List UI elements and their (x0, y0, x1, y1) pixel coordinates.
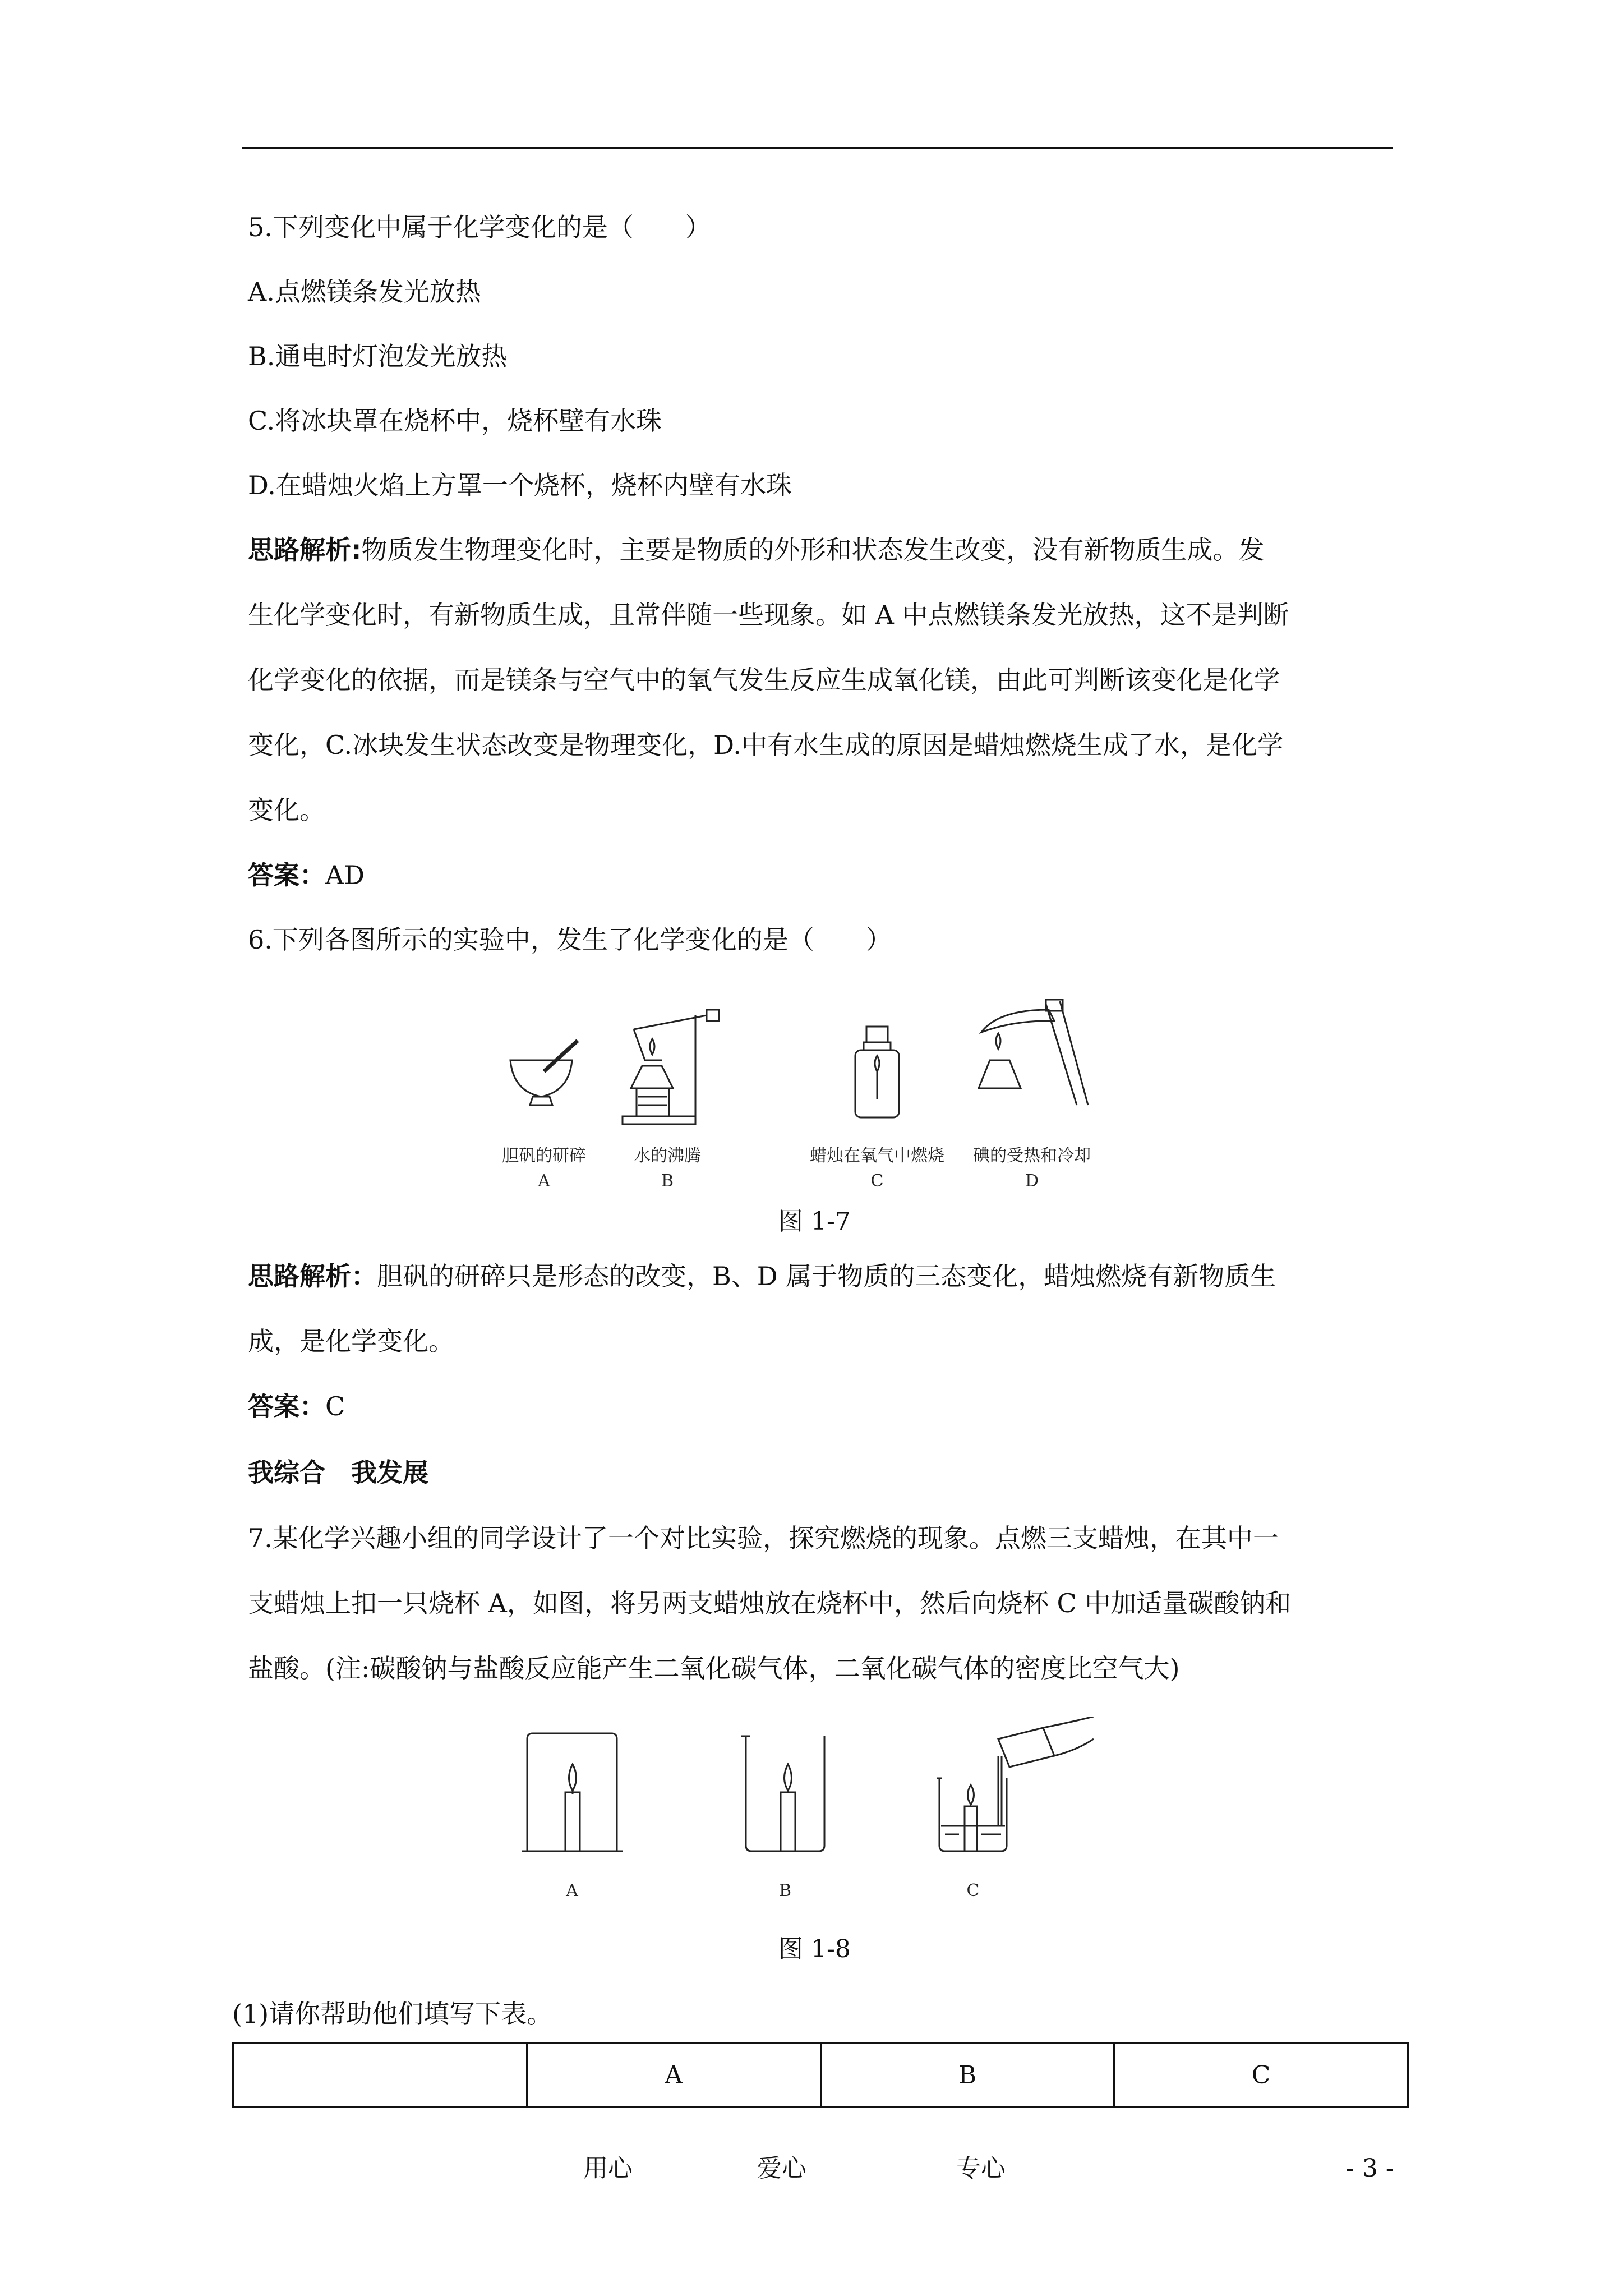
q5-answer-label: 答案： (248, 860, 325, 890)
q5-stem: 5.下列变化中属于化学变化的是（ ） (248, 212, 711, 242)
fig7-letter-d: D (1025, 1171, 1039, 1191)
q6-answer-value: C (325, 1391, 345, 1421)
table-header-cell: C (1114, 2043, 1408, 2108)
q7-line-1: 7.某化学兴趣小组的同学设计了一个对比实验，探究燃烧的现象。点燃三支蜡烛，在其中一 (248, 1523, 1279, 1553)
figure-1-8 (522, 1717, 1116, 1907)
table-header-cell: A (527, 2043, 820, 2108)
q5-option-c: C.将冰块罩在烧杯中，烧杯壁有水珠 (248, 406, 662, 436)
covered-candle-icon (522, 1733, 623, 1851)
q5-analysis-line-1: 思路解析:物质发生物理变化时，主要是物质的外形和状态发生改变，没有新物质生成。发 (248, 535, 1265, 565)
footer-word-1: 用心 (583, 2154, 633, 2183)
q5-answer-value: AD (325, 860, 365, 890)
figure-1-7-title: 图 1-7 (778, 1207, 851, 1236)
fig7-caption-b: 水的沸腾 (634, 1146, 701, 1166)
fig7-letter-b: B (661, 1171, 674, 1191)
table-header-cell: B (820, 2043, 1114, 2108)
header-rule (242, 147, 1393, 149)
q6-analysis-line-1: 思路解析：胆矾的研碎只是形态的改变，B、D 属于物质的三态变化，蜡烛燃烧有新物质生 (248, 1261, 1276, 1291)
footer-word-3: 专心 (956, 2154, 1006, 2183)
q5-option-b: B.通电时灯泡发光放热 (248, 341, 508, 371)
figure-1-7 (494, 987, 1155, 1223)
table-header-row (233, 2043, 1408, 2108)
section-title: 我综合 我发展 (248, 1457, 428, 1488)
q5-option-d: D.在蜡烛火焰上方罩一个烧杯，烧杯内壁有水珠 (248, 470, 792, 500)
table-header-cell[interactable] (233, 2043, 527, 2108)
iodine-heating-icon (979, 1000, 1088, 1105)
q6-answer-label: 答案： (248, 1391, 325, 1421)
q7-sub1: (1)请你帮助他们填写下表。 (232, 1999, 553, 2029)
fig7-caption-a: 胆矾的研碎 (502, 1146, 586, 1166)
fig7-letter-c: C (870, 1171, 884, 1191)
fig7-letter-a: A (538, 1171, 550, 1191)
q6-answer (248, 1389, 345, 1423)
beaker-candle-icon (741, 1736, 824, 1851)
fig7-caption-c: 蜡烛在氧气中燃烧 (810, 1146, 944, 1166)
answer-table (232, 2042, 1409, 2108)
figure-1-8-title: 图 1-8 (778, 1935, 851, 1963)
beaker-pouring-icon (937, 1717, 1094, 1851)
q5-analysis-line-5: 变化。 (248, 795, 325, 825)
q5-analysis-line-2: 生化学变化时，有新物质生成，且常伴随一些现象。如 A 中点燃镁条发光放热，这不是判断 (248, 600, 1289, 630)
q5-analysis-label: 思路解析: (248, 535, 362, 565)
q6-stem: 6.下列各图所示的实验中，发生了化学变化的是（ ） (248, 924, 892, 955)
fig8-letter-c: C (966, 1881, 980, 1901)
q5-answer (248, 858, 365, 892)
fig7-caption-d: 碘的受热和冷却 (973, 1146, 1091, 1166)
q6-analysis-label: 思路解析： (248, 1261, 377, 1291)
mortar-pestle-icon (510, 1041, 578, 1105)
fig8-letter-b: B (778, 1881, 792, 1901)
boiling-apparatus-icon (623, 1010, 719, 1124)
footer-word-2: 爱心 (757, 2154, 806, 2183)
q6-analysis-line-2: 成，是化学变化。 (248, 1326, 454, 1356)
q5-analysis-line-3: 化学变化的依据，而是镁条与空气中的氧气发生反应生成氧化镁，由此可判断该变化是化学 (248, 665, 1280, 695)
fig8-letter-a: A (566, 1881, 578, 1901)
q7-line-2: 支蜡烛上扣一只烧杯 A，如图，将另两支蜡烛放在烧杯中，然后向烧杯 C 中加适量碳酸钠和 (248, 1588, 1292, 1618)
q7-line-3: 盐酸。(注:碳酸钠与盐酸反应能产生二氧化碳气体，二氧化碳气体的密度比空气大) (248, 1653, 1180, 1683)
candle-jar-icon (855, 1027, 899, 1117)
q5-analysis-line-4: 变化，C.冰块发生状态改变是物理变化，D.中有水生成的原因是蜡烛燃烧生成了水，是化学 (248, 730, 1284, 760)
page-number: - 3 - (1346, 2154, 1394, 2183)
q5-option-a: A.点燃镁条发光放热 (248, 277, 481, 307)
